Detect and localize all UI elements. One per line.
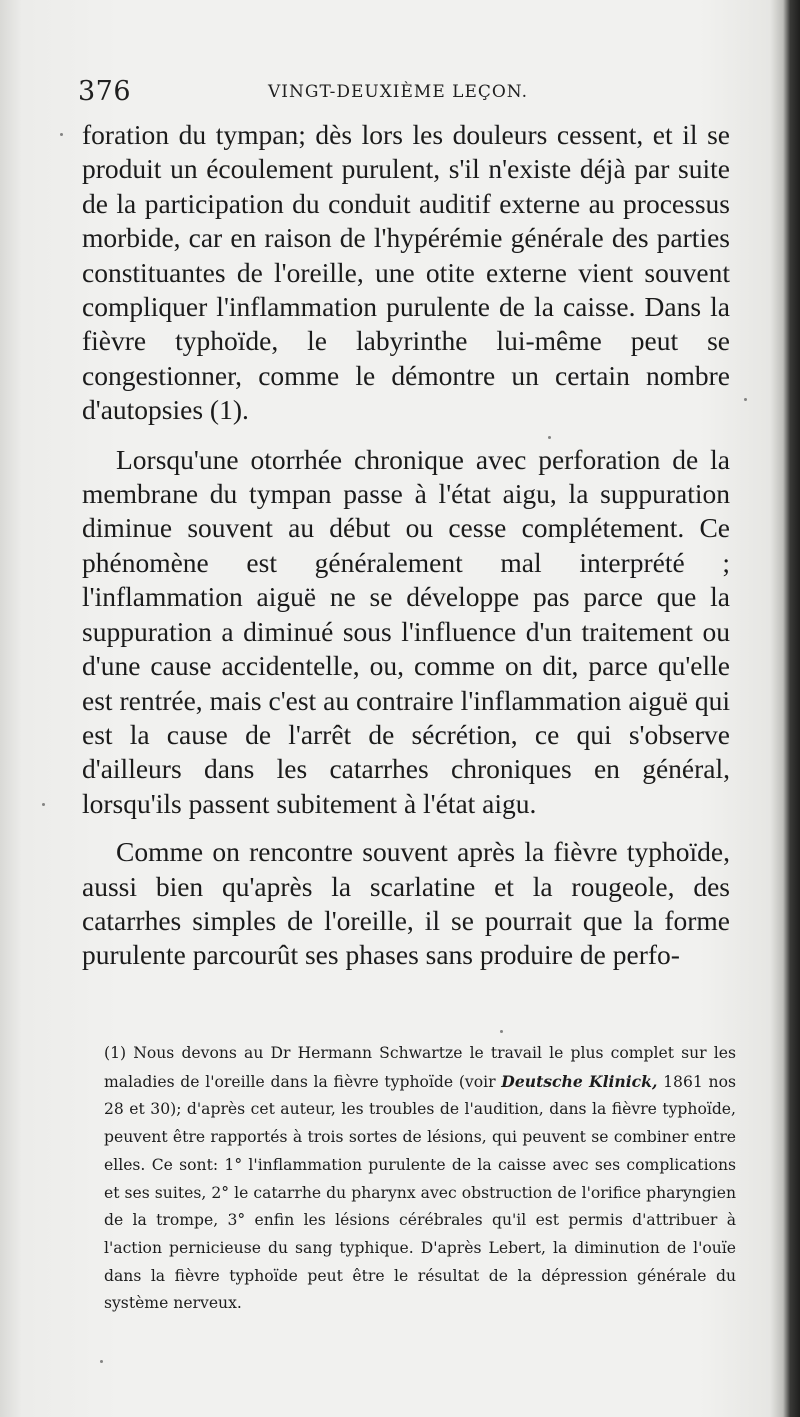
paper-speck	[500, 1030, 503, 1033]
footnote-text-start: Nous devons au Dr Hermann Schwartze le travail le plus complet sur les maladies de l'oreille dans la fièvre typhoïde (voir	[104, 1044, 736, 1091]
paper-speck	[60, 133, 63, 136]
paragraph-2: Lorsqu'une otorrhée chronique avec perforation de la membrane du tympan passe à l'état aigu, la suppuration diminue souvent au début ou cesse complétement. Ce phénomène est généralement mal interprété ; l'inflammation aiguë ne se développe pas parce que la suppuration a diminué sous l'influence d'un traitement ou d'une cause accidentelle, ou, comme on dit, parce qu'elle est rentrée, mais c'est au contraire l'inflammation aiguë qui est la cause de l'arrêt de sécrétion, ce qui s'observe d'ailleurs dans les catarrhes chroniques en général, lorsqu'ils passent subitement à l'état aigu.	[82, 443, 730, 819]
footnote	[104, 1040, 736, 1318]
footnote-marker: (1)	[104, 1044, 127, 1062]
paper-speck	[42, 803, 45, 806]
footnote-citation: Deutsche Klinick,	[501, 1071, 658, 1091]
page-number: 376	[78, 76, 132, 107]
running-title: VINGT-DEUXIÈME LEÇON.	[268, 82, 528, 102]
paragraph-1: foration du tympan; dès lors les douleurs cessent, et il se produit un écoulement purulent, s'il n'existe déjà par suite de la participation du conduit auditif externe au processus morbide, car en raison de l'hypérémie générale des parties constituantes de l'oreille, une otite externe vient souvent compliquer l'inflammation purulente de la caisse. Dans la fièvre typhoïde, le labyrinthe lui-même peut se congestionner, comme le démontre un certain nombre d'autopsies (1).	[82, 119, 730, 426]
paper-speck	[100, 1360, 103, 1363]
paper-speck	[744, 398, 747, 401]
paper-speck	[548, 436, 551, 439]
page-header	[78, 72, 758, 112]
footnote-text-end: 1861 nos 28 et 30); d'après cet auteur, les troubles de l'audition, dans la fièvre typhoïde, peuvent être rapportés à trois sortes de lésions, qui peuvent se combiner entre elles. Ce sont: 1° l'inflammation purulente de la caisse avec ses complications et ses suites, 2° le catarrhe du pharynx avec obstruction de l'orifice pharyngien de la trompe, 3° enfin les lésions cérébrales qu'il est permis d'attribuer à l'action pernicieuse du sang typhique. D'après Lebert, la diminution de l'ouïe dans la fièvre typhoïde peut être le résultat de la dépression générale du système nerveux.	[104, 1072, 736, 1313]
paragraph-3: Comme on rencontre souvent après la fièvre typhoïde, aussi bien qu'après la scarlatine et la rougeole, des catarrhes simples de l'oreille, il se pourrait que la forme purulente parcourût ses phases sans produire de perfo-	[82, 836, 730, 971]
main-text	[82, 118, 730, 973]
footnote-text	[104, 1040, 736, 1318]
